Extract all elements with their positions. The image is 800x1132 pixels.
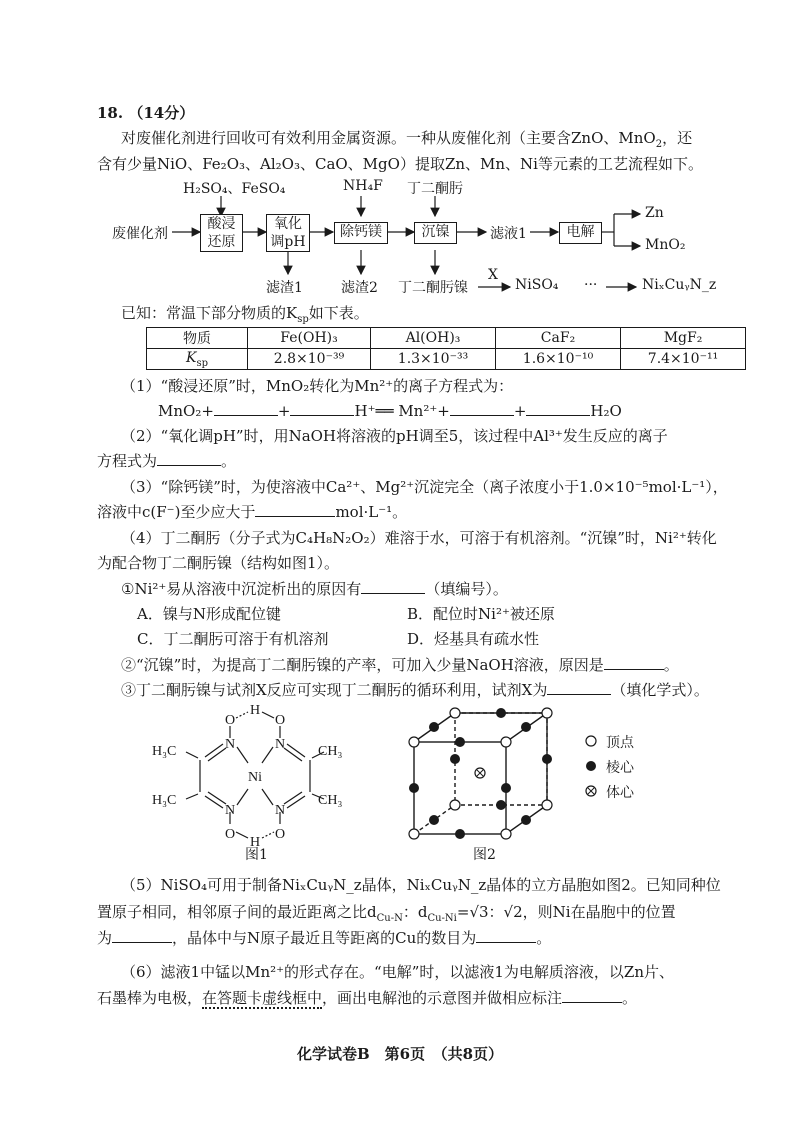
table-cell: 2.8×10⁻³⁹ [248, 349, 371, 370]
legend-body-marker [586, 786, 596, 796]
table-header: CaF₂ [496, 328, 621, 349]
answer-blank[interactable] [255, 502, 335, 517]
process-flowchart [0, 0, 800, 320]
final-product: NiₓCuᵧN_z [642, 277, 717, 293]
table-row [147, 328, 746, 349]
page-footer: 化学试卷B 第6页 （共8页） [296, 1045, 504, 1063]
step-oxidize: 氧化 调pH [266, 214, 310, 252]
group-h3c: H₃C [152, 793, 177, 808]
intro-line-1: 对废催化剂进行回收可有效利用金属资源。一种从废催化剂（主要含ZnO、MnO$_2$，还 [121, 129, 693, 150]
option-a: A．镍与N形成配位键 [137, 605, 281, 623]
table-cell: 1.6×10⁻¹⁰ [496, 349, 621, 370]
q2-line2: 方程式为 。 [97, 452, 237, 470]
niso4: NiSO₄ [515, 277, 559, 293]
residue-1: 滤渣1 [266, 280, 303, 296]
ellipsis: ··· [584, 277, 598, 293]
flow-start: 废催化剂 [112, 226, 168, 242]
answer-blank[interactable] [476, 928, 536, 943]
table-cell: 7.4×10⁻¹¹ [621, 349, 746, 370]
answer-blank[interactable] [214, 401, 278, 416]
q4-sub1: ①Ni²⁺易从溶液中沉淀析出的原因有 （填编号）。 [121, 580, 508, 598]
q6-line2: 石墨棒为电极，在答题卡虚线框中，画出电解池的示意图并做相应标注 。 [97, 989, 638, 1007]
answer-blank[interactable] [450, 401, 514, 416]
table-row [147, 349, 746, 370]
q1-text: （1）“酸浸还原”时，MnO₂转化为Mn²⁺的离子方程式为： [121, 377, 514, 395]
q4-line1: （4）丁二酮肟（分子式为C₄H₈N₂O₂）难溶于水，可溶于有机溶剂。“沉镍”时，Ni²⁺转化 [121, 529, 717, 547]
q3-line1: （3）“除钙镁”时，为使溶液中Ca²⁺、Mg²⁺沉淀完全（离子浓度小于1.0×10⁻⁵mol·L⁻¹）， [121, 478, 728, 496]
residue-2: 滤渣2 [341, 280, 378, 296]
intro-line-2: 含有少量NiO、Fe₂O₃、Al₂O₃、CaO、MgO）提取Zn、Mn、Ni等元素的工艺流程如下。 [97, 155, 703, 173]
table-header: MgF₂ [621, 328, 746, 349]
q1-equation: MnO₂+ + H⁺══ Mn²⁺+ + H₂O [158, 402, 622, 420]
reagent-dmg: 丁二酮肟 [407, 181, 463, 197]
legend-markers [582, 733, 602, 803]
legend-edge: 棱心 [606, 760, 634, 776]
q2-line1: （2）“氧化调pH”时，用NaOH将溶液的pH调至5，该过程中Al³⁺发生反应的离子 [121, 427, 668, 445]
atom-n: N [275, 737, 286, 752]
step-precipitate-ni: 沉镍 [414, 222, 457, 244]
atom-o: O [225, 713, 236, 728]
atom-n: N [225, 737, 236, 752]
atom-h: H [250, 835, 261, 850]
table-cell: 1.3×10⁻³³ [371, 349, 496, 370]
atom-h: H [250, 703, 261, 718]
figure-1-structure [150, 700, 360, 850]
table-header: 物质 [147, 328, 248, 349]
step-electrolysis: 电解 [559, 222, 602, 244]
q5-line1: （5）NiSO₄可用于制备NiₓCuᵧN_z晶体，NiₓCuᵧN_z晶体的立方晶胞如图2。已知同种位 [121, 876, 721, 894]
atom-o: O [275, 713, 286, 728]
atom-ni: Ni [248, 770, 262, 785]
answer-blank[interactable] [547, 680, 611, 695]
legend-edge-marker [586, 761, 596, 771]
question-number: 18. [97, 104, 124, 122]
q4-sub3: ③丁二酮肟镍与试剂X反应可实现丁二酮肟的循环利用，试剂X为 （填化学式）。 [121, 681, 709, 699]
product-zn: Zn [645, 205, 664, 221]
atom-o: O [275, 827, 286, 842]
option-c: C．丁二酮肟可溶于有机溶剂 [137, 630, 329, 648]
atom-n: N [275, 803, 286, 818]
figure-2-unit-cell [400, 700, 580, 840]
filtrate-1: 滤液1 [490, 226, 527, 242]
q5-line2: 置原子相同，相邻原子间的最近距离之比$d_{Cu-N}$：$d_{Cu-Ni}=√3$：√2，则Ni在晶胞中的位置 [97, 903, 676, 924]
legend-vertex: 顶点 [606, 735, 634, 751]
figure-2-caption: 图2 [473, 847, 496, 863]
product-mno2: MnO₂ [645, 237, 686, 253]
group-h3c: H₃C [152, 744, 177, 759]
nickel-complex: 丁二酮肟镍 [398, 280, 468, 296]
option-b: B．配位时Ni²⁺被还原 [407, 605, 555, 623]
table-header: Fe(OH)₃ [248, 328, 371, 349]
answer-blank[interactable] [157, 451, 221, 466]
answer-blank[interactable] [562, 988, 622, 1003]
q5-line3: 为 ，晶体中与N原子最近且等距离的Cu的数目为 。 [97, 929, 552, 947]
group-ch3: CH₃ [318, 744, 343, 759]
known-text: 已知：常温下部分物质的$K_{sp}$如下表。 [121, 304, 369, 325]
step-acid-leach: 酸浸 还原 [200, 214, 243, 252]
group-ch3: CH₃ [318, 793, 343, 808]
answer-blank[interactable] [526, 401, 590, 416]
answer-blank[interactable] [112, 928, 172, 943]
q6-line1: （6）滤液1中锰以Mn²⁺的形式存在。“电解”时，以滤液1为电解质溶液，以Zn片、 [121, 963, 675, 981]
legend-vertex-marker [586, 736, 596, 746]
figure-1-caption: 图1 [245, 847, 268, 863]
table-cell: $K_{sp}$ [147, 349, 248, 370]
q4-sub2: ②“沉镍”时，为提高丁二酮肟镍的产率，可加入少量NaOH溶液，原因是 。 [121, 656, 679, 674]
legend-body: 体心 [606, 785, 634, 801]
answer-blank[interactable] [361, 579, 425, 594]
step-remove-ca-mg: 除钙镁 [334, 222, 388, 244]
reagent-nh4f: NH₄F [343, 178, 383, 194]
reagent-x: X [488, 267, 498, 283]
q3-line2: 溶液中c(F⁻)至少应大于 mol·L⁻¹。 [97, 503, 408, 521]
atom-n: N [225, 803, 236, 818]
atom-o: O [225, 827, 236, 842]
ksp-table [146, 327, 746, 370]
q4-line2: 为配合物丁二酮肟镍（结构如图1）。 [97, 554, 340, 572]
table-header: Al(OH)₃ [371, 328, 496, 349]
answer-blank[interactable] [604, 655, 664, 670]
question-score: （14分） [128, 104, 195, 122]
option-d: D．烃基具有疏水性 [407, 630, 540, 648]
answer-blank[interactable] [290, 401, 354, 416]
reagent-acid: H₂SO₄、FeSO₄ [183, 181, 286, 197]
